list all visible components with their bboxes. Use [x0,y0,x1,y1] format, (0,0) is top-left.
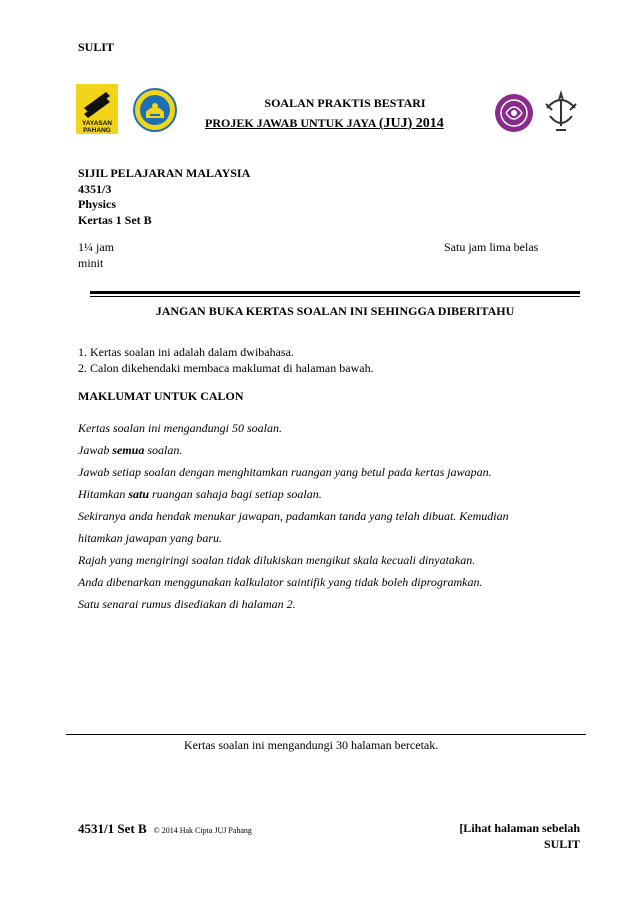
note-2 [78,361,374,376]
instruction-4-c: ruangan sahaja bagi setiap soalan. [149,487,322,501]
state-education-crest-logo [133,88,177,132]
footer-copyright: © 2014 Hak Cipta JUJ Pahang [153,826,252,835]
yayasan-pahang-logo [76,84,118,134]
instruction-5: Sekiranya anda hendak menukar jawapan, padamkan tanda yang telah dibuat. Kemudian [78,509,509,523]
title-suffix: (JUJ) 2014 [378,116,444,131]
instruction-1: Kertas soalan ini mengandungi 50 soalan. [78,421,283,435]
exam-subject: Physics [78,197,117,211]
top-rule-thin [90,296,580,297]
duration-words: Satu jam lima belas [444,240,539,254]
instruction-4-emphasis: satu [128,487,150,501]
instruction-6: hitamkan jawapan yang baru. [78,531,222,545]
footer-code: 4531/1 Set B [78,821,147,836]
info-heading: MAKLUMAT UNTUK CALON [78,389,244,403]
top-rule-thick [90,291,580,294]
bottom-rule [66,734,586,735]
document-title-line2 [205,116,444,132]
page-count: Kertas soalan ini mengandungi 30 halaman bercetak. [184,738,439,752]
do-not-open-warning: JANGAN BUKA KERTAS SOALAN INI SEHINGGA DIBERITAHU [155,304,515,318]
instruction-2-emphasis: semua [112,443,145,457]
instruction-4-a: Hitamkan [78,487,129,501]
title-main: PROJEK JAWAB UNTUK JAYA [205,116,376,130]
document-title-line1: SOALAN PRAKTIS BESTARI [264,96,426,110]
header-classification: SULIT [78,40,115,54]
instruction-9: Satu senarai rumus disediakan di halaman 2. [78,597,296,611]
instruction-8: Anda dibenarkan menggunakan kalkulator saintifik yang tidak boleh diprogramkan. [78,575,483,589]
pahang-emblem-logo [542,86,580,134]
instruction-4 [78,487,322,502]
note-2-text: 2. Calon dikehendaki membaca maklumat di halaman bawah. [78,361,374,375]
exam-name: SIJIL PELAJARAN MALAYSIA [78,166,251,180]
svg-text:PAHANG: PAHANG [83,127,111,134]
juj-circular-logo [494,93,534,133]
duration-short: 1¼ jam [78,240,114,254]
exam-paper: Kertas 1 Set B [78,213,152,227]
footer-classification: SULIT [543,837,580,851]
duration-words-continued: minit [78,256,104,270]
instruction-2-a: Jawab [78,443,113,457]
instruction-2 [78,443,182,458]
footer-next-page: [Lihat halaman sebelah [459,821,580,835]
note-1-text: 1. Kertas soalan ini adalah dalam dwibahasa. [78,345,294,359]
instruction-2-c: soalan. [144,443,183,457]
exam-code: 4351/3 [78,182,112,196]
svg-text:YAYASAN: YAYASAN [82,120,112,127]
instruction-7: Rajah yang mengiringi soalan tidak dilukiskan mengikut skala kecuali dinyatakan. [78,553,476,567]
note-1 [78,345,294,360]
instruction-3: Jawab setiap soalan dengan menghitamkan ruangan yang betul pada kertas jawapan. [78,465,492,479]
footer-left [78,820,252,838]
